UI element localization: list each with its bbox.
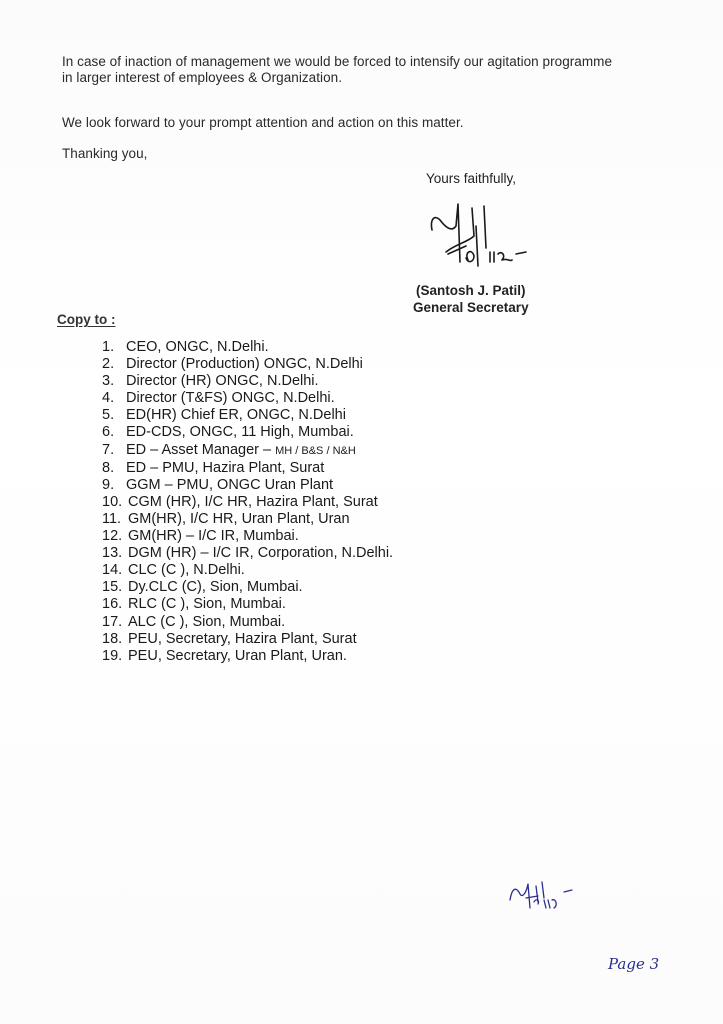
- copy-to-item-number: 8.: [102, 459, 115, 476]
- copy-to-item-text: CEO, ONGC, N.Delhi.: [126, 339, 269, 355]
- copy-to-item-number: 12.: [102, 528, 123, 545]
- page-number: Page 3: [608, 955, 660, 973]
- copy-to-item-subtext: MH / B&S / N&H: [275, 444, 356, 457]
- copy-to-item-number: 11.: [102, 510, 122, 527]
- copy-to-item: [102, 648, 393, 665]
- copy-to-item: [102, 494, 393, 511]
- copy-to-item-text: Dy.CLC (C), Sion, Mumbai.: [128, 579, 303, 596]
- paragraph-prompt-attention: We look forward to your prompt attention and action on this matter.: [62, 115, 464, 130]
- copy-to-item: [102, 579, 393, 596]
- copy-to-item-number: 16.: [102, 596, 123, 613]
- copy-to-item-number: 15.: [102, 579, 123, 596]
- copy-to-item-text: CGM (HR), I/C HR, Hazira Plant, Surat: [128, 493, 378, 510]
- paragraph-line: in larger interest of employees & Organization.: [62, 69, 342, 85]
- copy-to-item: [102, 390, 393, 407]
- copy-to-item: [102, 596, 393, 613]
- copy-to-item-number: 9.: [102, 476, 115, 493]
- copy-to-item: [102, 407, 393, 424]
- copy-to-item-text: GM(HR) – I/C IR, Mumbai.: [128, 528, 299, 545]
- copy-to-item-text: PEU, Secretary, Uran Plant, Uran.: [128, 647, 347, 664]
- copy-to-item: [102, 562, 393, 579]
- copy-to-item: [102, 442, 393, 460]
- copy-to-item-number: 7.: [102, 441, 115, 458]
- copy-to-item: [102, 631, 393, 648]
- copy-to-item-text: ALC (C ), Sion, Mumbai.: [128, 613, 286, 630]
- copy-to-item: [102, 424, 393, 441]
- copy-to-item-text: Director (T&FS) ONGC, N.Delhi.: [126, 390, 335, 407]
- copy-to-item-number: 4.: [102, 390, 115, 407]
- copy-to-item-number: 19.: [102, 647, 123, 664]
- copy-to-item-number: 13.: [102, 545, 123, 562]
- paragraph-inaction-warning: [62, 54, 682, 85]
- copy-to-heading: Copy to :: [57, 312, 116, 327]
- copy-to-item-text: RLC (C ), Sion, Mumbai.: [128, 596, 286, 613]
- copy-to-item-number: 3.: [102, 373, 115, 390]
- copy-to-item-text: ED – Asset Manager –: [126, 441, 276, 458]
- copy-to-item-text: Director (HR) ONGC, N.Delhi.: [126, 373, 319, 390]
- copy-to-item: [102, 356, 393, 373]
- initials-icon: [508, 878, 588, 918]
- copy-to-item: [102, 614, 393, 631]
- copy-to-item-text: ED-CDS, ONGC, 11 High, Mumbai.: [126, 424, 354, 441]
- copy-to-item-number: 10.: [102, 493, 123, 510]
- copy-to-item: [102, 511, 393, 528]
- copy-to-item: [102, 528, 393, 545]
- copy-to-item-number: 6.: [102, 424, 115, 441]
- copy-to-item-number: 17.: [102, 613, 123, 630]
- copy-to-item-text: PEU, Secretary, Hazira Plant, Surat: [128, 630, 357, 647]
- copy-to-item-text: GM(HR), I/C HR, Uran Plant, Uran: [128, 510, 350, 527]
- copy-to-item-text: DGM (HR) – I/C IR, Corporation, N.Delhi.: [128, 545, 394, 562]
- copy-to-list: [102, 339, 393, 665]
- paragraph-line: In case of inaction of management we would be forced to intensify our agitation programme: [62, 54, 613, 69]
- copy-to-item: [102, 545, 393, 562]
- copy-to-item-number: 18.: [102, 630, 123, 647]
- copy-to-item: [102, 373, 393, 390]
- copy-to-item-number: 2.: [102, 356, 115, 373]
- signature-icon: [428, 200, 548, 280]
- copy-to-item: [102, 460, 393, 477]
- copy-to-item: [102, 339, 393, 356]
- paragraph-thanking: Thanking you,: [62, 146, 148, 161]
- copy-to-item-text: GGM – PMU, ONGC Uran Plant: [126, 476, 334, 493]
- copy-to-item-text: Director (Production) ONGC, N.Delhi: [126, 356, 363, 373]
- signatory-title: General Secretary: [413, 300, 529, 315]
- copy-to-item-text: CLC (C ), N.Delhi.: [128, 562, 245, 579]
- signatory-name: (Santosh J. Patil): [416, 283, 526, 298]
- closing-salutation: Yours faithfully,: [426, 171, 517, 186]
- copy-to-item-text: ED – PMU, Hazira Plant, Surat: [126, 459, 325, 476]
- copy-to-item-text: ED(HR) Chief ER, ONGC, N.Delhi: [126, 407, 346, 424]
- copy-to-item-number: 5.: [102, 407, 115, 424]
- copy-to-item-number: 14.: [102, 562, 123, 579]
- copy-to-item: [102, 477, 393, 494]
- copy-to-item-number: 1.: [102, 339, 115, 355]
